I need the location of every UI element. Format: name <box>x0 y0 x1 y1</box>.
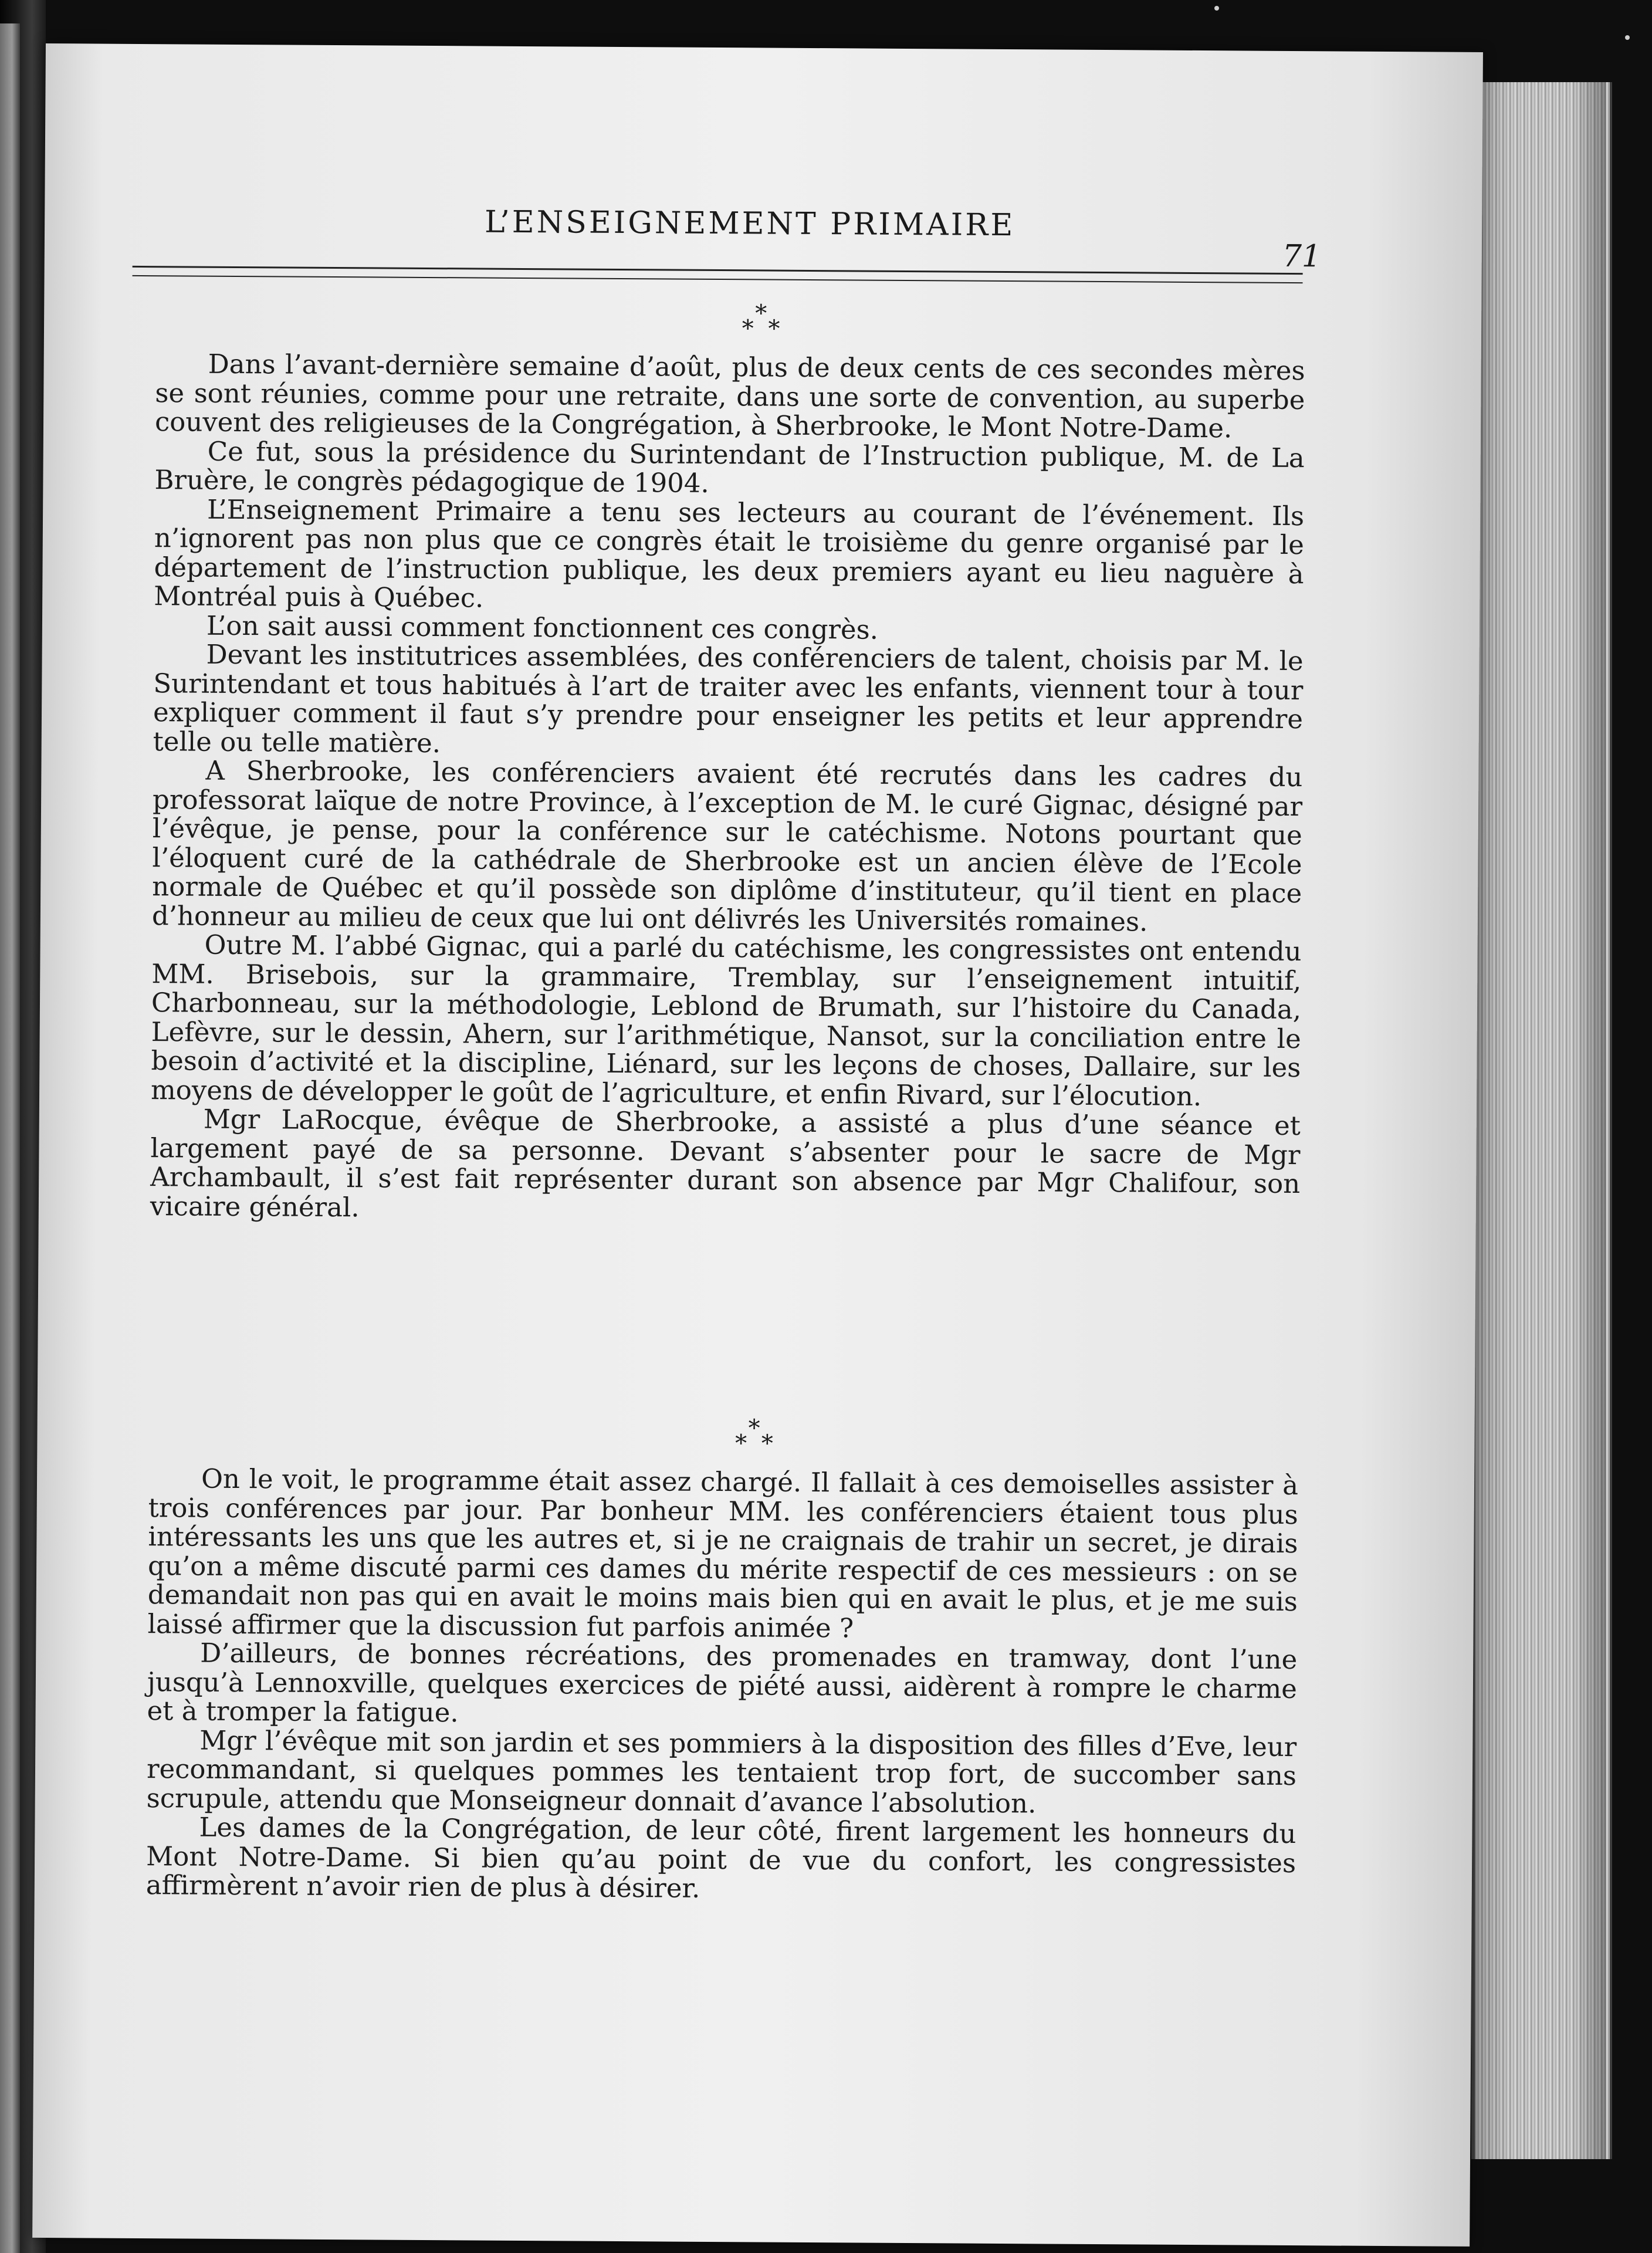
section-1 <box>150 349 1305 1227</box>
page-header <box>133 202 1322 275</box>
dust-speck <box>1625 35 1630 40</box>
page-stack-shadow <box>1471 82 1606 2159</box>
paragraph: Mgr LaRocque, évêque de Sherbrooke, a assisté a plus d’une séance et largement payé de sa personne. Devant s’absenter pour le sacre de Mgr Archambault, il s’est fait représenter durant son absence par Mgr Chalifour, son vicaire général. <box>150 1103 1301 1223</box>
facing-page-edge <box>0 23 20 2253</box>
paragraph: L’on sait aussi comment fonctionnent ces congrès. <box>206 610 879 645</box>
paragraph: Les dames de la Congrégation, de leur côté, firent largement les honneurs du Mont Notre-Dame. Si bien qu’au point de vue du confort, les congressistes affirmèrent n’avoir rien de plus à désirer. <box>145 1811 1296 1904</box>
paragraph: L’Enseignement Primaire a tenu ses lecteurs au courant de l’événement. Ils n’ignorent pas non plus que ce congrès était le troisième du genre organisé par le département de l’instruction publique, les deux premiers ayant eu lieu naguère à Montréal puis à Québec. <box>154 493 1305 614</box>
paragraph: Mgr l’évêque mit son jardin et ses pommiers à la disposition des filles d’Eve, leur recommandant, si quelques pommes les tentaient trop fort, de succomber sans scrupule, attendu que Monseigneur donnait d’avance l’absolution. <box>146 1724 1297 1819</box>
book-page <box>32 43 1483 2247</box>
header-rule-secondary <box>133 275 1303 283</box>
paragraph: Devant les institutrices assemblées, des conférenciers de talent, choisis par M. le Surintendant et tous habitués à l’art de traiter avec les enfants, viennent tour à tour expliquer comment il faut s’y prendre pour enseigner les petits et leur apprendre telle ou telle matière. <box>153 638 1304 759</box>
paragraph: On le voit, le programme était assez chargé. Il fallait à ces demoiselles assister à trois conférences par jour. Par bonheur MM. les conférenciers étaient tous plus intéressants les uns que les autres et, si je ne craignais de trahir un secret, je dirais qu’on a même discuté parmi ces dames du mérite respectif de ces messieurs : on se demandait non pas qui en avait le moins mais bien qui en avait le plus, et je me suis laissé affirmer que la discussion fut parfois animée ? <box>147 1463 1299 1643</box>
paragraph: A Sherbrooke, les conférenciers avaient été recrutés dans les cadres du professorat laïque de notre Province, à l’exception de M. le curé Gignac, désigné par l’évêque, je pense, pour la conférence sur le catéchisme. Notons pourtant que l’éloquent curé de la cathédrale de Sherbrooke est un ancien élève de l’Ecole normale de Québec et qu’il possède son diplôme d’instituteur, qu’il tient en place d’honneur au milieu de ceux que lui ont délivrés les Universités romaines. <box>151 755 1303 938</box>
asterism-divider: * * * <box>734 1415 777 1457</box>
paragraph: Ce fut, sous la présidence du Surintendant de l’Instruction publique, M. de La Bruère, le congrès pédagogique de 1904. <box>154 435 1305 499</box>
header-rule <box>133 266 1303 275</box>
asterism-divider: * * * <box>742 300 784 343</box>
dust-speck <box>1214 6 1219 11</box>
page-number: 71 <box>1282 238 1322 275</box>
paragraph: Dans l’avant-dernière semaine d’août, plus de deux cents de ces secondes mères se sont réunies, comme pour une retraite, dans une sorte de convention, au superbe couvent des religieuses de la Congrégation, à Sherbrooke, le Mont Notre-Dame. <box>154 348 1305 444</box>
paragraph: D’ailleurs, de bonnes récréations, des promenades en tramway, dont l’une jusqu’à Lennoxville, quelques exercices de piété aussi, aidèrent à rompre le charme et à tromper la fatigue. <box>147 1637 1298 1728</box>
paragraph: Outre M. l’abbé Gignac, qui a parlé du catéchisme, les congressistes ont entendu MM. Brisebois, sur la grammaire, Tremblay, sur l’enseignement intuitif, Charbonneau, sur la méthodologie, Leblond de Brumath, sur l’histoire du Canada, Lefèvre, sur le dessin, Ahern, sur l’arithmétique, Nansot, sur la conciliation entre le besoin d’activité et la discipline, Liénard, sur les leçons de choses, Dallaire, sur les moyens de développer le goût de l’agriculture, et enfin Rivard, sur l’élocution. <box>150 929 1302 1112</box>
section-2 <box>146 1464 1298 1906</box>
running-title: L’ENSEIGNEMENT PRIMAIRE <box>484 204 1015 243</box>
